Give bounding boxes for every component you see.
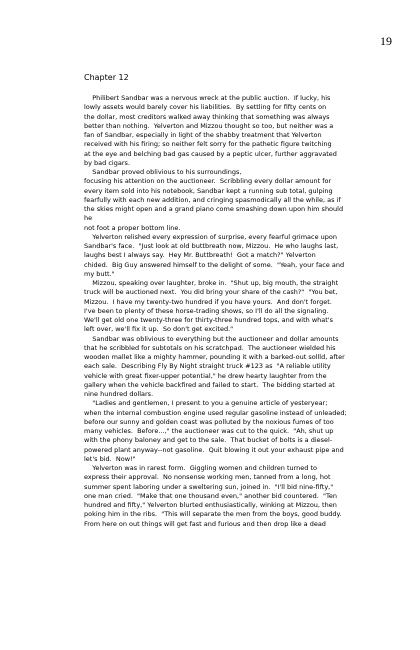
text-line: wooden mallet like a mighty hammer, pounding it with a barked-out sollld, after — [84, 353, 345, 361]
text-line: Philibert Sandbar was a nervous wreck at the public auction. If lucky, his — [84, 94, 331, 102]
text-line: laughs best I always say. Hey Mr. Buttbreath! Got a match?" Yelverton — [84, 251, 316, 260]
text-line: when the internal combustion engine used regular gasoline instead of unleaded; — [84, 408, 347, 417]
text-line: that he scribbled for subtotals on his scratchpad. The auctioneer wielded his — [84, 343, 336, 352]
text-line: We'll get old one twenty-three for thirty-three hundred tops, and with what's — [84, 316, 333, 324]
text-line: many vehicles. Before...," the auctioneer was cut to the quick. "Ah, shut up — [84, 427, 334, 435]
text-line: nine hundred dollars. — [84, 390, 154, 398]
text-line: vehicle with great fixer-upper potential," he drew hearty laughter from the — [84, 371, 327, 380]
text-line: left over, we'll fix it up. So don't get excited." — [84, 325, 234, 334]
text-line: Yelverton was in rarest form. Giggling women and children turned to — [84, 464, 318, 472]
text-line: Sandbar proved oblivious to his surroundings, — [84, 168, 242, 176]
text-line: Mizzou, speaking over laughter, broke in. "Shut up, big mouth, the straight — [84, 279, 339, 287]
text-line: fearfully with each new addition, and cringing spasmodically all the while, as if — [84, 195, 341, 204]
text-line: one man cried. "Make that one thousand even," another bid countered. "Ten — [84, 491, 337, 500]
text-line: the skies might open and a grand piano come smashing down upon him should he — [84, 205, 346, 223]
page-number: 19 — [380, 34, 392, 48]
text-line: summer spent laboring under a sweltering sun, joined in. "I'll bid nine-fifty," — [84, 482, 334, 491]
text-line: chided. Big Guy answered himself to the delight of some. "Yeah, your face and — [84, 260, 345, 269]
text-line: fan of Sandbar, especially in light of the shabby treatment that Yelverton — [84, 131, 322, 139]
text-line: received with his firing; so neither felt sorry for the pathetic figure twitching — [84, 140, 332, 149]
text-line: lowly assets would barely cover his liabilities. By settling for fifty cents on — [84, 103, 327, 112]
text-line: let's bid. Now!" — [84, 454, 136, 463]
text-line: Sandbar's face. "Just look at old buttbreath now, Mizzou. He who laughs last, — [84, 242, 339, 250]
text-line: Yelverton relished every expression of surprise, every fearful grimace upon — [84, 232, 337, 241]
text-line: each sale. Describing Fly By Night straight truck #123 as "A reliable utility — [84, 362, 331, 371]
body-text — [84, 94, 352, 529]
text-line: with the phony baloney and get to the sale. That bucket of bolts is a diesel- — [84, 436, 333, 445]
text-line: better than nothing. Yelverton and Mizzou thought so too, but neither was a — [84, 121, 334, 130]
text-line: poking him in the ribs. "This will separate the men from the boys, good buddy. — [84, 510, 342, 519]
text-line: not foot a proper bottom line. — [84, 223, 181, 232]
text-line: before our sunny and golden coast was polluted by the noxious fumes of too — [84, 417, 334, 426]
text-line: my butt." — [84, 269, 115, 278]
text-line: at the eye and belching bad gas caused by a peptic ulcer, further aggravated — [84, 149, 337, 158]
text-line: Mizzou. I have my twenty-two hundred if you have yours. And don't forget. — [84, 297, 332, 306]
text-line: express their approval. No nonsense working men, tanned from a long, hot — [84, 473, 331, 482]
text-line: Sandbar was oblivious to everything but the auctioneer and dollar amounts — [84, 334, 339, 343]
text-line: gallery when the vehicle backfired and failed to start. The bidding started at — [84, 380, 335, 389]
text-line: I've been to plenty of these horse-trading shows, so I'll do all the signaling. — [84, 306, 329, 315]
text-line: every item sold into his notebook, Sandbar kept a running sub total, gulping — [84, 186, 333, 195]
text-line: "Ladies and gentlemen, I present to you a genuine article of yesteryear; — [84, 399, 328, 408]
text-line: truck will be auctioned next. You did bring your share of the cash?" "You bet, — [84, 288, 338, 297]
text-line: powered plant anyway--not gasoline. Quit blowing it out your exhaust pipe and — [84, 445, 344, 454]
text-line: the dollar, most creditors walked away thinking that something was always — [84, 112, 330, 121]
text-line: hundred and fifty," Yelverton blurted enthusiastically, winking at Mizzou, then — [84, 501, 337, 509]
text-line: focusing his attention on the auctioneer. Scribbling every dollar amount for — [84, 177, 332, 186]
chapter-heading: Chapter 12 — [84, 73, 129, 82]
text-line: From here on out things will get fast and furious and then drop like a dead — [84, 519, 326, 528]
text-line: by bad cigars. — [84, 158, 130, 167]
